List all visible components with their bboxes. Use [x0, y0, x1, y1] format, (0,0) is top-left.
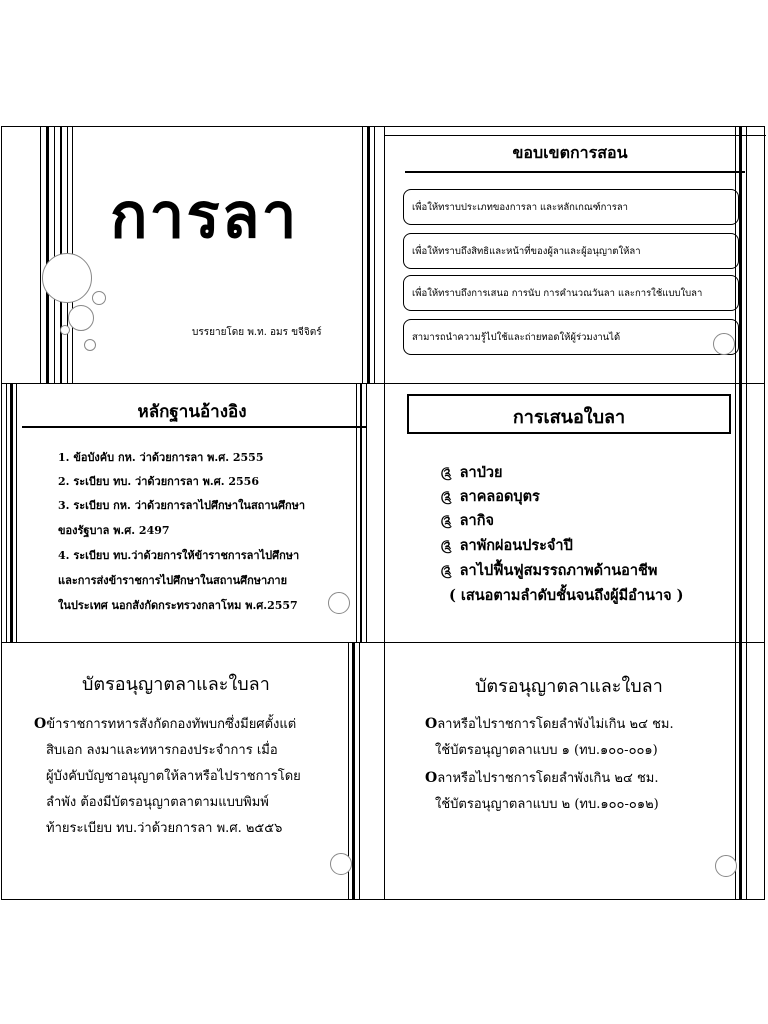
leave-item-1: ༊ ลาป่วย — [441, 464, 503, 481]
scope-header: ขอบเขตการสอน — [512, 143, 628, 162]
ring-bullet-icon: O — [34, 716, 47, 732]
reference-line-4: ของรัฐบาล พ.ศ. 2497 — [58, 524, 170, 537]
decor-circle — [715, 855, 737, 877]
leave-bullet-icon: ༊ — [441, 466, 452, 480]
leave-card-line-3: ผู้บังคับบัญชาอนุญาตให้ลาหรือไปราชการโดย — [46, 769, 301, 784]
slide-title-heading: การลา — [110, 179, 299, 252]
leave-card-title: บัตรอนุญาตลาและใบลา — [82, 674, 270, 695]
reference-line-7: ในประเทศ นอกสังกัดกระทรวงกลาโหม พ.ศ.2557 — [58, 599, 298, 612]
decor-circle-tiny — [60, 325, 70, 335]
reference-line-5: 4. ระเบียบ ทบ.ว่าด้วยการให้ข้าราชการลาไปศึกษา — [58, 549, 300, 562]
slide-scope — [385, 127, 766, 383]
decor-circle-medium — [68, 305, 94, 331]
scope-item-2: เพื่อให้ทราบถึงสิทธิและหน้าที่ของผู้ลาและผู้อนุญาตให้ลา — [403, 233, 739, 269]
leave-card-line-1: Oข้าราชการทหารสังกัดกองทัพบกซึ่งมียศตั้งแต่ — [34, 716, 297, 732]
handout-sheet — [1, 126, 765, 900]
ring-bullet-icon: O — [425, 770, 438, 786]
ring-bullet-icon: O — [425, 716, 438, 732]
leave-bullet-icon: ༊ — [441, 539, 452, 553]
leave-item-5: ༊ ลาไปฟื้นฟูสมรรถภาพด้านอาชีพ — [441, 562, 658, 579]
leave-card-title: บัตรอนุญาตลาและใบลา — [475, 676, 663, 697]
leave-card-line-3: Oลาหรือไปราชการโดยลำพังเกิน ๒๔ ชม. — [425, 770, 659, 786]
leave-card-line-4: ใช้บัตรอนุญาตลาแบบ ๒ (ทบ.๑๐๐-๐๑๒) — [435, 797, 659, 812]
slide-title — [2, 127, 384, 383]
decor-circle — [328, 592, 350, 614]
scope-item-4: สามารถนำความรู้ไปใช้และถ่ายทอดให้ผู้ร่วมงานได้ — [403, 319, 739, 355]
slide-leave-submission — [385, 384, 766, 642]
leave-item-3: ༊ ลากิจ — [441, 512, 494, 529]
leave-routing-note: ( เสนอตามลำดับชั้นจนถึงผู้มีอำนาจ ) — [449, 587, 684, 604]
leave-item-4: ༊ ลาพักผ่อนประจำปี — [441, 537, 573, 554]
reference-line-3: 3. ระเบียบ กห. ว่าด้วยการลาไปศึกษาในสถานศึกษา — [58, 499, 306, 512]
scope-item-1: เพื่อให้ทราบประเภทของการลา และหลักเกณฑ์การลา — [403, 189, 739, 225]
leave-bullet-icon: ༊ — [441, 490, 452, 504]
decor-circle-tiny-2 — [84, 339, 96, 351]
decor-circle-large — [42, 253, 92, 303]
leave-bullet-icon: ༊ — [441, 514, 452, 528]
leave-item-2: ༊ ลาคลอดบุตร — [441, 488, 540, 505]
references-header-rule — [22, 426, 366, 428]
reference-line-6: และการส่งข้าราชการไปศึกษาในสถานศึกษาภาย — [58, 574, 288, 587]
decor-circle — [713, 333, 735, 355]
reference-line-2: 2. ระเบียบ ทบ. ว่าด้วยการลา พ.ศ. 2556 — [58, 475, 259, 488]
scope-item-3: เพื่อให้ทราบถึงการเสนอ การนับ การคำนวณวันลา และการใช้แบบใบลา — [403, 275, 739, 311]
leave-card-line-5: ท้ายระเบียบ ทบ.ว่าด้วยการลา พ.ศ. ๒๕๕๖ — [46, 821, 283, 836]
slide-references — [2, 384, 384, 642]
slide-leave-card-1 — [2, 643, 384, 899]
leave-card-line-2: สิบเอก ลงมาและทหารกองประจำการ เมื่อ — [46, 743, 278, 758]
scope-header-rule — [405, 171, 745, 173]
decor-circle-small — [92, 291, 106, 305]
leave-card-line-1: Oลาหรือไปราชการโดยลำพังไม่เกิน ๒๔ ชม. — [425, 716, 674, 732]
reference-line-1: 1. ข้อบังคับ กห. ว่าด้วยการลา พ.ศ. 2555 — [58, 451, 264, 464]
leave-card-line-2: ใช้บัตรอนุญาตลาแบบ ๑ (ทบ.๑๐๐-๐๐๑) — [435, 743, 658, 758]
slide-leave-card-2 — [385, 643, 766, 899]
leave-card-line-4: ลำพัง ต้องมีบัตรอนุญาตลาตามแบบพิมพ์ — [46, 795, 269, 810]
leave-header: การเสนอใบลา — [512, 407, 626, 428]
decor-circle — [330, 853, 352, 875]
references-header: หลักฐานอ้างอิง — [137, 402, 247, 422]
presenter-byline: บรรยายโดย พ.ท. อมร ขจีจิตร์ — [192, 327, 322, 338]
leave-bullet-icon: ༊ — [441, 564, 452, 578]
